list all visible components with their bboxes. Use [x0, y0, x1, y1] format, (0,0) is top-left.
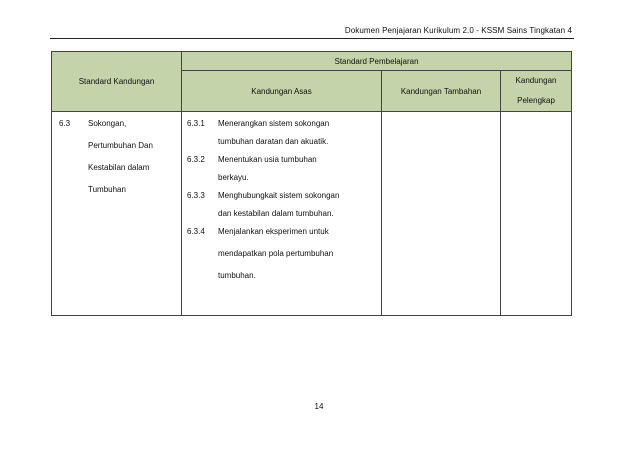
learning-standard-item	[187, 221, 381, 287]
learning-standard-number: 6.3.2	[187, 155, 205, 164]
kandungan-pelengkap-cell	[501, 112, 572, 316]
header-kandungan-tambahan: Kandungan Tambahan	[382, 71, 501, 112]
learning-standard-number: 6.3.3	[187, 191, 205, 200]
page-number: 14	[314, 402, 324, 411]
learning-standard-line: tumbuhan daratan dan akuatik.	[218, 137, 329, 146]
content-standard-line: Pertumbuhan Dan	[88, 141, 153, 150]
learning-standard-item	[187, 185, 381, 221]
learning-standard-number: 6.3.4	[187, 227, 205, 236]
learning-standard-number: 6.3.1	[187, 119, 205, 128]
content-standard-line: Kestabilan dalam	[88, 163, 150, 172]
learning-standard-item	[187, 113, 381, 149]
learning-standard-line: mendapatkan pola pertumbuhan	[218, 249, 334, 258]
content-standard-number: 6.3	[59, 119, 71, 128]
learning-standard-line: berkayu.	[218, 173, 249, 182]
learning-standard-line: Menjalankan eksperimen untuk	[218, 227, 329, 236]
header-kandungan-pelengkap-line1: Kandungan	[515, 76, 557, 85]
learning-standard-line: tumbuhan.	[218, 271, 256, 280]
learning-standard-item	[187, 149, 381, 185]
learning-standard-line: Menentukan usia tumbuhan	[218, 155, 317, 164]
header-kandungan-pelengkap-line2: Pelengkap	[517, 96, 555, 105]
kandungan-tambahan-cell	[382, 112, 501, 316]
learning-standard-line: Menghubungkait sistem sokongan	[218, 191, 340, 200]
curriculum-table	[51, 51, 572, 316]
header-kandungan-pelengkap	[501, 71, 572, 112]
kandungan-asas-cell	[182, 112, 382, 316]
learning-standard-line: dan kestabilan dalam tumbuhan.	[218, 209, 334, 218]
content-standard-line: Sokongan,	[88, 119, 127, 128]
header-standard-kandungan: Standard Kandungan	[52, 52, 182, 112]
document-header: Dokumen Penjajaran Kurikulum 2.0 - KSSM Sains Tingkatan 4	[344, 26, 572, 35]
header-kandungan-asas: Kandungan Asas	[182, 71, 382, 112]
header-standard-pembelajaran: Standard Pembelajaran	[182, 52, 572, 71]
header-rule	[50, 38, 574, 39]
learning-standard-line: Menerangkan sistem sokongan	[218, 119, 330, 128]
content-standard-cell	[52, 112, 182, 316]
content-standard-line: Tumbuhan	[88, 185, 126, 194]
